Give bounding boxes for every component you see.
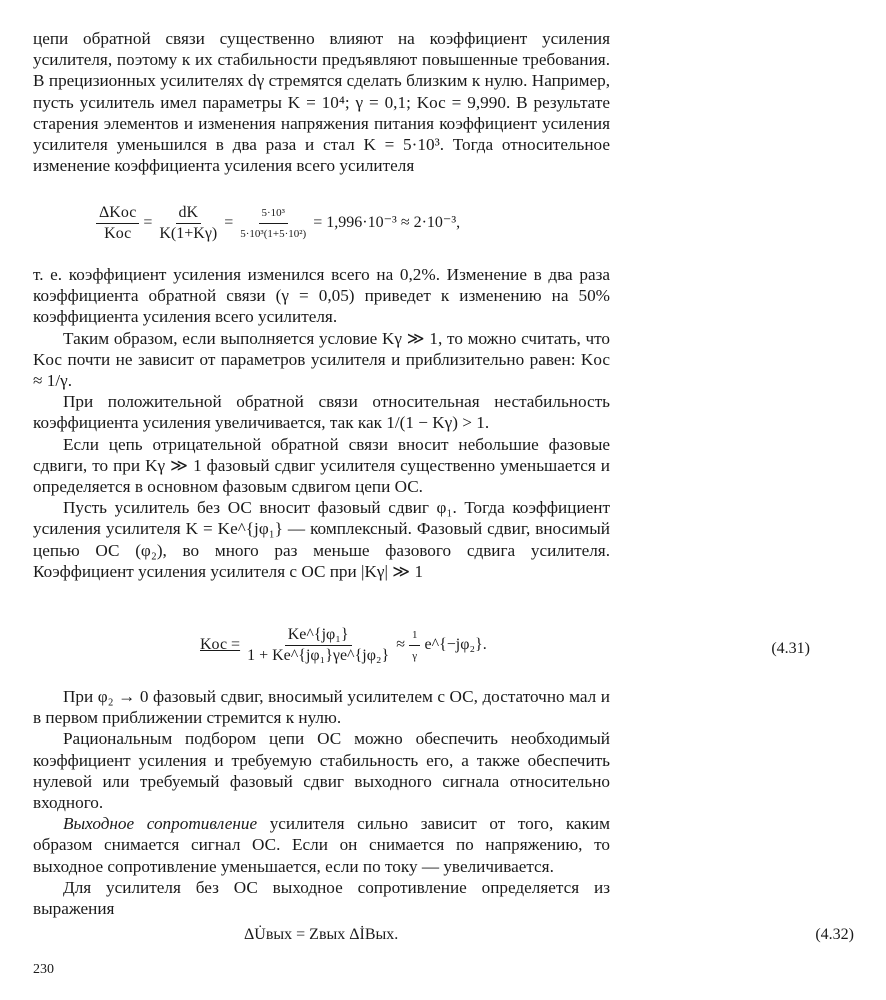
paragraph-6: Пусть усилитель без ОС вносит фазовый сдвиг φ₁. Тогда коэффициент усиления усилителя K = Ke^{jφ₁} — комплексный. Фазовый сдвиг, вносимый цепью ОС (φ₂), во много раз меньше фазового сдвига усилителя. Коэффициент усиления усилителя с ОС при |Kγ| ≫ 1 (33, 498, 610, 581)
eq1-result: = 1,996·10⁻³ ≈ 2·10⁻³, (313, 214, 461, 232)
eq1-mid-fraction (156, 204, 220, 243)
eq2-tail: e^{−jφ₂}. (424, 636, 487, 654)
paragraph-10: Для усилителя без ОС выходное сопротивление определяется из выражения (33, 877, 610, 919)
paragraph-2: т. е. коэффициент усиления изменился всего на 0,2%. Изменение в два раза коэффициента обратной связи (γ = 0,05) приведет к изменению на 50% коэффициента усиления всего усилителя. (33, 265, 610, 327)
eq2-fraction (244, 626, 392, 665)
eq1-equals: = (143, 214, 153, 232)
eq1-lhs-den: Kос (104, 225, 132, 242)
page-number: 230 (33, 962, 54, 977)
eq1-mid-num: dK (176, 204, 202, 224)
eq2-approx: ≈ (396, 636, 405, 654)
equation-1 (0, 204, 738, 243)
eq2-lhs: Kос = (200, 636, 241, 654)
eq1-lhs-fraction (96, 204, 139, 243)
paragraph-3: Таким образом, если выполняется условие Kγ ≫ 1, то можно считать, что Kос почти не зависит от параметров усилителя и приблизительно равен: Kос ≈ 1/γ. (33, 328, 610, 391)
eq3-number: (4.32) (815, 926, 854, 943)
paragraph-4: При положительной обратной связи относительная нестабильность коэффициента усиления увеличивается, так как 1/(1 − Kγ) > 1. (33, 392, 610, 433)
eq1-lhs-num: ΔKос (96, 204, 139, 224)
eq2-number: (4.31) (771, 640, 810, 657)
equation-4-31 (0, 626, 842, 665)
body-text-top (33, 28, 610, 176)
body-text-middle (33, 264, 610, 582)
paragraph-9 (33, 813, 610, 877)
eq2-approx-num: 1 (409, 626, 421, 646)
eq1-mid-den: K(1+Kγ) (159, 225, 218, 242)
eq1-equals-2: = (224, 214, 234, 232)
eq1-rhs-num: 5·10³ (259, 204, 288, 224)
eq2-approx-fraction (409, 626, 421, 665)
paragraph-7: При φ₂ → 0 фазовый сдвиг, вносимый усилителем с ОС, достаточно мал и в первом приближении стремится к нулю. (33, 687, 610, 728)
paragraph-9-rest: усилителя сильно зависит от того, каким образом снимается сигнал ОС. Если он снимается по напряжению, то выходное сопротивление уменьшается, если по току — увеличивается. (33, 814, 610, 876)
eq2-approx-den: γ (412, 650, 418, 662)
paragraph-1: цепи обратной связи существенно влияют на коэффициент усиления усилителя, поэтому к их стабильности предъявляют повышенные требования. В прецизионных усилителях dγ стремятся сделать близким к нулю. Например, пусть усилитель имел параметры K = 10⁴; γ = 0,1; Kос = 9,990. В результате старения элементов и изменения напряжения питания коэффициент усиления усилителя уменьшился в два раза и стал K = 5·10³. Тогда относительное изменение коэффициента усиления всего усилителя (33, 29, 610, 176)
eq1-rhs-fraction (237, 204, 309, 243)
eq3-body: ΔU̇вых = Zвых ΔİВых. (244, 926, 399, 943)
body-text-bottom (33, 686, 610, 919)
equation-4-32 (0, 926, 886, 944)
eq1-rhs-den: 5·10³(1+5·10²) (240, 228, 307, 240)
paragraph-8: Рациональным подбором цепи ОС можно обеспечить необходимый коэффициент усиления и требуемую стабильность его, а также обеспечить нулевой или требуемый фазовый сдвиг выходного сигнала относительно входного. (33, 729, 610, 813)
paragraph-9-term: Выходное сопротивление (63, 814, 258, 834)
eq2-num: Ke^{jφ₁} (285, 626, 352, 646)
eq2-den: 1 + Ke^{jφ₁}γe^{jφ₂} (247, 647, 390, 664)
paragraph-5: Если цепь отрицательной обратной связи вносит небольшие фазовые сдвиги, то при Kγ ≫ 1 фазовый сдвиг усилителя существенно уменьшается и определяется в основном фазовым сдвигом цепи ОС. (33, 434, 610, 497)
